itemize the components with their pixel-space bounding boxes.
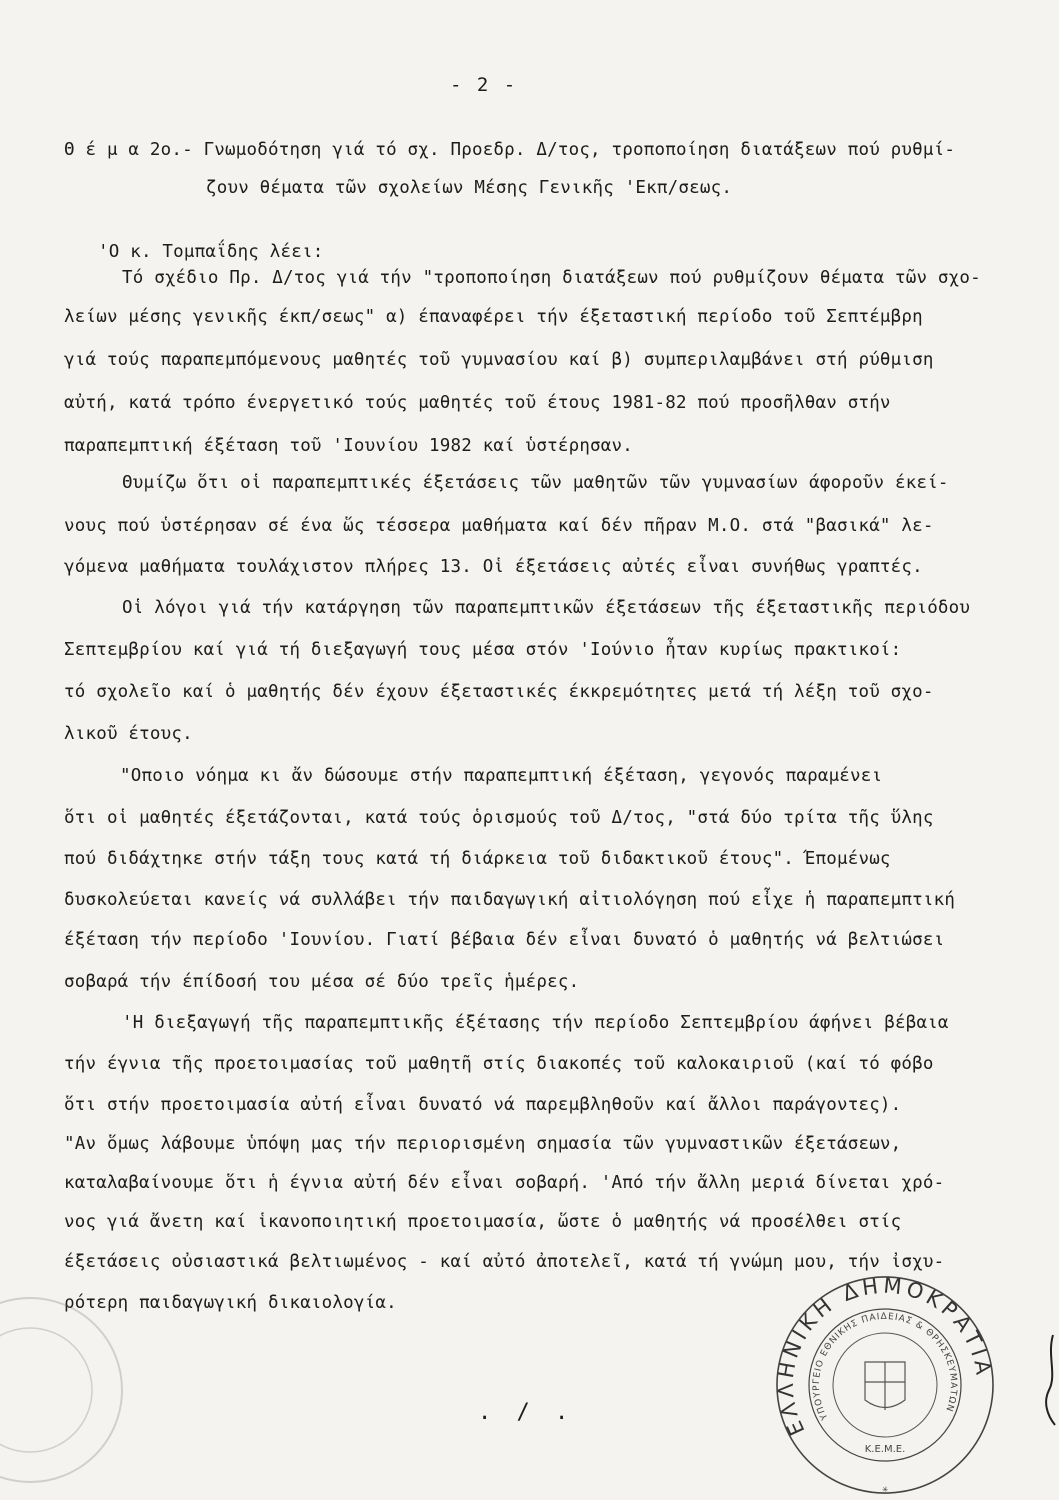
body-line: Σεπτεμβρίου καί γιά τή διεξαγωγή τους μέσα στόν 'Ιούνιο ἦταν κυρίως πρακτικοί: [64, 640, 902, 660]
signature-mark [1035, 1330, 1059, 1430]
body-line: ὅτι οἱ μαθητές έξετάζονται, κατά τούς ὁρισμούς τοῦ Δ/τος, "στά δύο τρίτα τῆς ὕλης [64, 808, 934, 828]
body-line: έξετάσεις οὐσιαστικά βελτιωμένος - καί αὐτό ἀποτελεῖ, κατά τή γνώμη μου, τήν ἰσχυ- [64, 1252, 945, 1272]
body-line: τήν έγνια τῆς προετοιμασίας τοῦ μαθητῆ στίς διακοπές τοῦ καλοκαιριοῦ (καί τό φόβο [64, 1054, 934, 1074]
body-line: "Οποιο νόημα κι ἄν δώσουμε στήν παραπεμπτική έξέταση, γεγονός παραμένει [120, 766, 883, 786]
body-line: Οἱ λόγοι γιά τήν κατάργηση τῶν παραπεμπτικῶν έξετάσεων τῆς έξεταστικῆς περιόδου [122, 598, 971, 618]
body-line: ὅτι στήν προετοιμασία αὐτή εἶναι δυνατό νά παρεμβληθοῦν καί ἄλλοι παράγοντες). [64, 1095, 902, 1115]
body-line: Θυμίζω ὅτι οἱ παραπεμπτικές έξετάσεις τῶν μαθητῶν τῶν γυμνασίων άφοροῦν έκεί- [122, 473, 949, 493]
body-line: έξέταση τήν περίοδο 'Ιουνίου. Γιατί βέβαια δέν εἶναι δυνατό ὁ μαθητής νά βελτιώσει [64, 930, 945, 950]
body-line: πού διδάχτηκε στήν τάξη τους κατά τή διάρκεια τοῦ διδακτικοῦ έτους". Έπομένως [64, 849, 891, 869]
body-line: δυσκολεύεται κανείς νά συλλάβει τήν παιδαγωγική αἰτιολόγηση πού εἶχε ἡ παραπεμπτική [64, 890, 956, 910]
body-line: Τό σχέδιο Πρ. Δ/τος γιά τήν "τροποποίηση διατάξεων πού ρυθμίζουν θέματα τῶν σχο- [122, 268, 981, 288]
seal-star-icon: ✳ [881, 1484, 889, 1495]
heading-line-1: Θ έ μ α 2ο.- Γνωμοδότηση γιά τό σχ. Προεδρ. Δ/τος, τροποποίηση διατάξεων πού ρυθμί- [64, 140, 956, 160]
seal-outer-text: ΕΛΛΗΝΙΚΗ ΔΗΜΟΚΡΑΤΙΑ [773, 1273, 997, 1440]
body-line: γόμενα μαθήματα τουλάχιστον πλήρες 13. Οἱ έξετάσεις αὐτές εἶναι συνήθως γραπτές. [64, 557, 923, 577]
body-line: νος γιά ἄνετη καί ἱκανοποιητική προετοιμασία, ὥστε ὁ μαθητής νά προσέλθει στίς [64, 1212, 902, 1232]
body-line: καταλαβαίνουμε ὅτι ἡ έγνια αὐτή δέν εἶναι σοβαρή. 'Από τήν ἄλλη μεριά δίνεται χρό- [64, 1173, 945, 1193]
body-line: λείων μέσης γενικῆς έκπ/σεως" α) έπαναφέρει τήν έξεταστική περίοδο τοῦ Σεπτέμβρη [64, 307, 923, 327]
body-line: 'Η διεξαγωγή τῆς παραπεμπτικῆς έξέτασης τήν περίοδο Σεπτεμβρίου άφήνει βέβαια [122, 1013, 949, 1033]
body-line: αὐτή, κατά τρόπο ένεργετικό τούς μαθητές τοῦ έτους 1981-82 πού προσῆλθαν στήν [64, 393, 891, 413]
body-line: "Αν ὅμως λάβουμε ὑπόψη μας τήν περιορισμένη σημασία τῶν γυμναστικῶν έξετάσεων, [64, 1134, 902, 1154]
faint-seal-mark [0, 1290, 130, 1490]
body-line: τό σχολεῖο καί ὁ μαθητής δέν έχουν έξεταστικές έκκρεμότητες μετά τή λέξη τοῦ σχο- [64, 682, 934, 702]
body-line: σοβαρά τήν έπίδοσή του μέσα σέ δύο τρεῖς ἡμέρες. [64, 972, 580, 992]
body-line: λικοῦ έτους. [64, 724, 193, 744]
heading-line-2: ζουν θέματα τῶν σχολείων Μέσης Γενικῆς 'Εκπ/σεως. [206, 178, 733, 198]
body-line: παραπεμπτική έξέταση τοῦ 'Ιουνίου 1982 καί ὑστέρησαν. [64, 436, 634, 456]
body-line: γιά τούς παραπεμπόμενους μαθητές τοῦ γυμνασίου καί β) συμπεριλαμβάνει στή ρύθμιση [64, 350, 934, 370]
seal-inner-text: ΥΠΟΥΡΓΕΙΟ ΕΘΝΙΚΗΣ ΠΑΙΔΕΙΑΣ & ΘΡΗΣΚΕΥΜΑΤΩΝ [811, 1311, 959, 1422]
page-number: - 2 - [450, 74, 518, 96]
continuation-mark: . / . [478, 1400, 575, 1425]
speaker-line: 'Ο κ. Τομπαΐδης λέει: [98, 242, 324, 262]
body-line: νους πού ὑστέρησαν σέ ένα ὥς τέσσερα μαθήματα καί δέν πῆραν Μ.Ο. στά "βασικά" λε- [64, 516, 934, 536]
body-line: ρότερη παιδαγωγική δικαιολογία. [64, 1293, 397, 1313]
official-seal [770, 1270, 1000, 1500]
seal-bottom-text: Κ.Ε.Μ.Ε. [864, 1444, 906, 1455]
